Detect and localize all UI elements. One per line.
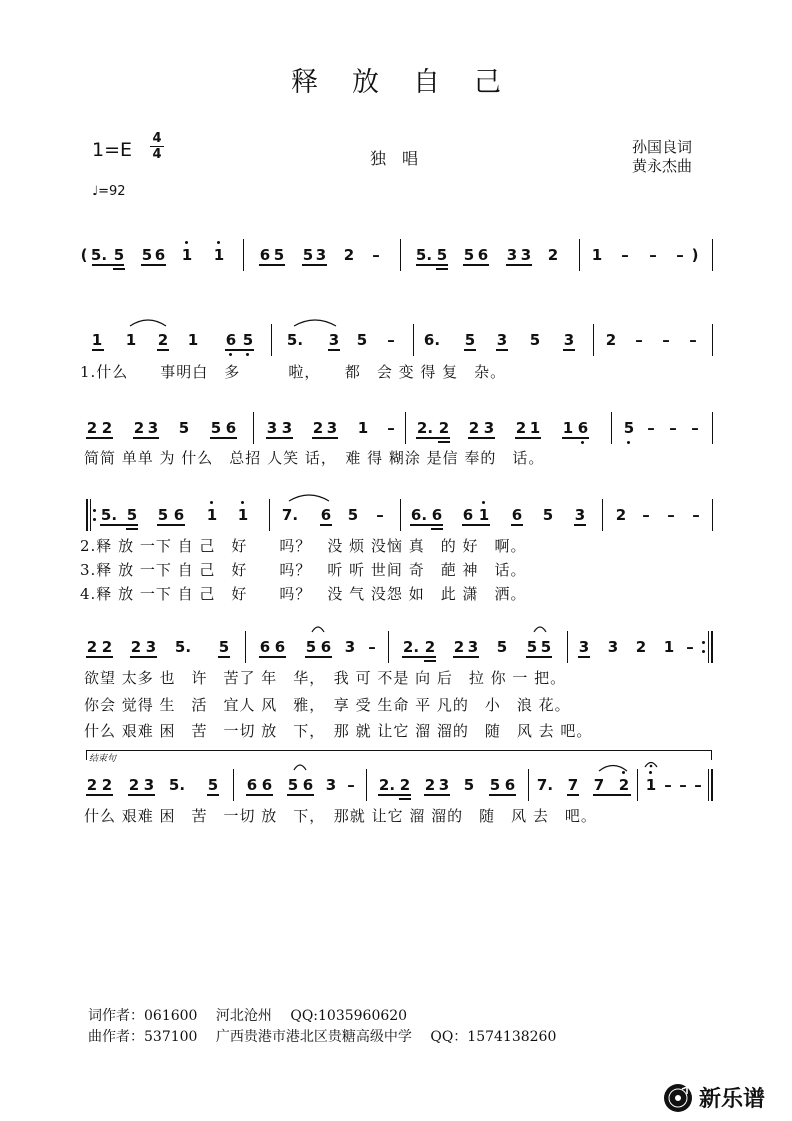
note: 3	[147, 419, 159, 437]
note: –	[686, 638, 694, 656]
note: 5	[178, 419, 190, 437]
note: 1	[591, 246, 603, 264]
note: 3	[344, 638, 356, 656]
note: 1	[645, 776, 657, 794]
note: 1	[125, 331, 137, 349]
note: 2.	[378, 776, 396, 794]
note: 5	[305, 638, 317, 656]
note: –	[387, 419, 395, 437]
note: –	[679, 776, 687, 794]
note: 6	[302, 776, 314, 794]
note: 5	[210, 419, 222, 437]
performance-style: 独唱	[370, 149, 435, 168]
note: 1	[206, 506, 218, 524]
note: 6	[261, 776, 273, 794]
note: 5	[242, 331, 254, 349]
note: 1	[213, 246, 225, 264]
lyrics-line: 什么 艰难 困 苦 一切 放 下， 那 就 让它 溜 溜的 随 风 去 吧。	[84, 722, 593, 740]
note: 3	[563, 331, 575, 349]
note: –	[621, 246, 629, 264]
note: 1	[357, 419, 369, 437]
note: 2	[615, 506, 627, 524]
note: (	[80, 246, 88, 264]
note: 3	[326, 419, 338, 437]
note: 2	[130, 638, 142, 656]
note: 3	[145, 638, 157, 656]
note: 2	[86, 419, 98, 437]
note: –	[635, 331, 643, 349]
note: 2	[101, 419, 113, 437]
note: –	[694, 776, 702, 794]
note: 5.	[168, 776, 186, 794]
note: 1	[478, 506, 490, 524]
note: 6	[477, 246, 489, 264]
note: 6	[431, 506, 443, 524]
note: 5	[496, 638, 508, 656]
note: 7.	[281, 506, 299, 524]
note: 3	[483, 419, 495, 437]
lyrics-line: 什么 艰难 困 苦 一切 放 下， 那就 让它 溜 溜的 随 风 去 吧。	[84, 807, 597, 825]
note: 3	[143, 776, 155, 794]
note: 2	[101, 776, 113, 794]
note: 7	[593, 776, 605, 794]
note: –	[387, 331, 395, 349]
note: 5.	[174, 638, 192, 656]
note: 2	[635, 638, 647, 656]
note: 3	[266, 419, 278, 437]
note: 5	[218, 638, 230, 656]
note: )	[691, 246, 699, 264]
note: 2	[86, 776, 98, 794]
lyricist-info: 词作者：061600 河北沧州 QQ:1035960620	[88, 1008, 408, 1024]
note: 6	[259, 638, 271, 656]
note: 2	[515, 419, 527, 437]
note: –	[689, 331, 697, 349]
note: 2	[618, 776, 630, 794]
note: 3	[574, 506, 586, 524]
note: –	[372, 246, 380, 264]
note: 3	[438, 776, 450, 794]
note: 5	[157, 506, 169, 524]
note: 3	[607, 638, 619, 656]
note: 5.	[415, 246, 433, 264]
note: 5	[141, 246, 153, 264]
note: –	[664, 776, 672, 794]
note: –	[376, 506, 384, 524]
lyricist: 孙国良词	[632, 138, 693, 156]
time-sig-bottom: 4	[152, 147, 162, 162]
note: –	[669, 419, 677, 437]
note: 5	[287, 776, 299, 794]
note: –	[347, 776, 355, 794]
note: 7	[567, 776, 579, 794]
note: 6	[259, 246, 271, 264]
lyrics-line: 简简 单单 为 什么 总招 人笑 话， 难 得 糊涂 是信 奉的 话。	[84, 449, 545, 467]
note: 6	[577, 419, 589, 437]
note: 5.	[100, 506, 118, 524]
note: 3	[496, 331, 508, 349]
lyrics-line: 4.释 放 一下 自 己 好 吗？ 没 气 没怨 如 此 潇 洒。	[80, 585, 527, 603]
note: –	[662, 331, 670, 349]
note: 5	[436, 246, 448, 264]
note: 5	[542, 506, 554, 524]
composer: 黄永杰曲	[632, 157, 693, 175]
note: 5	[302, 246, 314, 264]
note: 6	[320, 506, 332, 524]
note: 6	[225, 419, 237, 437]
note: 2	[343, 246, 355, 264]
note: 5	[126, 506, 138, 524]
note: 2	[101, 638, 113, 656]
note: –	[667, 506, 675, 524]
note: 6	[511, 506, 523, 524]
note: 5	[113, 246, 125, 264]
note: 6	[225, 331, 237, 349]
note: 2	[438, 419, 450, 437]
note: 6	[274, 638, 286, 656]
note: 1	[529, 419, 541, 437]
note: 6	[504, 776, 516, 794]
note: –	[642, 506, 650, 524]
note: 5	[356, 331, 368, 349]
coda-label: 结束句	[89, 754, 117, 764]
note: –	[368, 638, 376, 656]
note: 5	[529, 331, 541, 349]
note: 1	[187, 331, 199, 349]
note: –	[691, 419, 699, 437]
composer-info: 曲作者：537100 广西贵港市港北区贵糖高级中学 QQ：1574138260	[88, 1029, 557, 1045]
note: 5	[347, 506, 359, 524]
note: 2	[399, 776, 411, 794]
note: 3	[467, 638, 479, 656]
note: 6.	[410, 506, 428, 524]
note: 6	[462, 506, 474, 524]
note: 1	[562, 419, 574, 437]
note: 2	[424, 638, 436, 656]
note: 6	[154, 246, 166, 264]
note: 5	[463, 246, 475, 264]
note: –	[692, 506, 700, 524]
note: 2	[157, 331, 169, 349]
note: 3	[578, 638, 590, 656]
lyrics-line: 2.释 放 一下 自 己 好 吗？ 没 烦 没恼 真 的 好 啊。	[80, 537, 527, 555]
note: 2.	[416, 419, 434, 437]
logo-text: 新乐谱	[699, 1087, 766, 1112]
note: –	[647, 419, 655, 437]
note: 5	[623, 419, 635, 437]
note: 2	[86, 638, 98, 656]
note: 3	[328, 331, 340, 349]
note: 1	[91, 331, 103, 349]
note: 1	[237, 506, 249, 524]
note: 3	[281, 419, 293, 437]
note: 1	[663, 638, 675, 656]
note: 3	[325, 776, 337, 794]
note: 2	[605, 331, 617, 349]
music-disc-icon	[663, 1083, 693, 1113]
note: 3	[315, 246, 327, 264]
note: 5	[464, 331, 476, 349]
note: 2	[312, 419, 324, 437]
note: 6	[246, 776, 258, 794]
site-logo[interactable]	[663, 1082, 765, 1113]
note: 1	[181, 246, 193, 264]
note: –	[676, 246, 684, 264]
tempo-marking: ♩=92	[92, 184, 126, 199]
note: 6	[173, 506, 185, 524]
note: 2	[547, 246, 559, 264]
note: 7.	[536, 776, 554, 794]
footer-info	[88, 1006, 556, 1048]
note: 2	[468, 419, 480, 437]
note: 5	[526, 638, 538, 656]
time-sig-top: 4	[152, 131, 162, 146]
note: 5.	[286, 331, 304, 349]
lyrics-line: 欲望 太多 也 许 苦了 年 华， 我 可 不是 向 后 拉 你 一 把。	[84, 669, 567, 687]
key-signature: 1=E	[92, 139, 133, 161]
lyrics-line: 你会 觉得 生 活 宜人 风 雅， 享 受 生命 平 凡的 小 浪 花。	[84, 696, 571, 714]
note: 3	[506, 246, 518, 264]
note: 2	[128, 776, 140, 794]
note: 5.	[90, 246, 108, 264]
note: 5	[463, 776, 475, 794]
note: –	[649, 246, 657, 264]
note: 2	[453, 638, 465, 656]
note: 2	[424, 776, 436, 794]
note: 5	[489, 776, 501, 794]
lyrics-line: 1.什么 事明白 多 啦， 都 会 变 得 复 杂。	[80, 363, 507, 381]
note: 2.	[402, 638, 420, 656]
note: 6	[320, 638, 332, 656]
lyrics-line: 3.释 放 一下 自 己 好 吗？ 听 听 世间 奇 葩 神 话。	[80, 561, 527, 579]
score-title: 释放自己	[291, 67, 535, 98]
note: 6.	[423, 331, 441, 349]
note: 5	[273, 246, 285, 264]
note: 5	[207, 776, 219, 794]
note: 5	[540, 638, 552, 656]
note: 2	[133, 419, 145, 437]
note: 3	[520, 246, 532, 264]
